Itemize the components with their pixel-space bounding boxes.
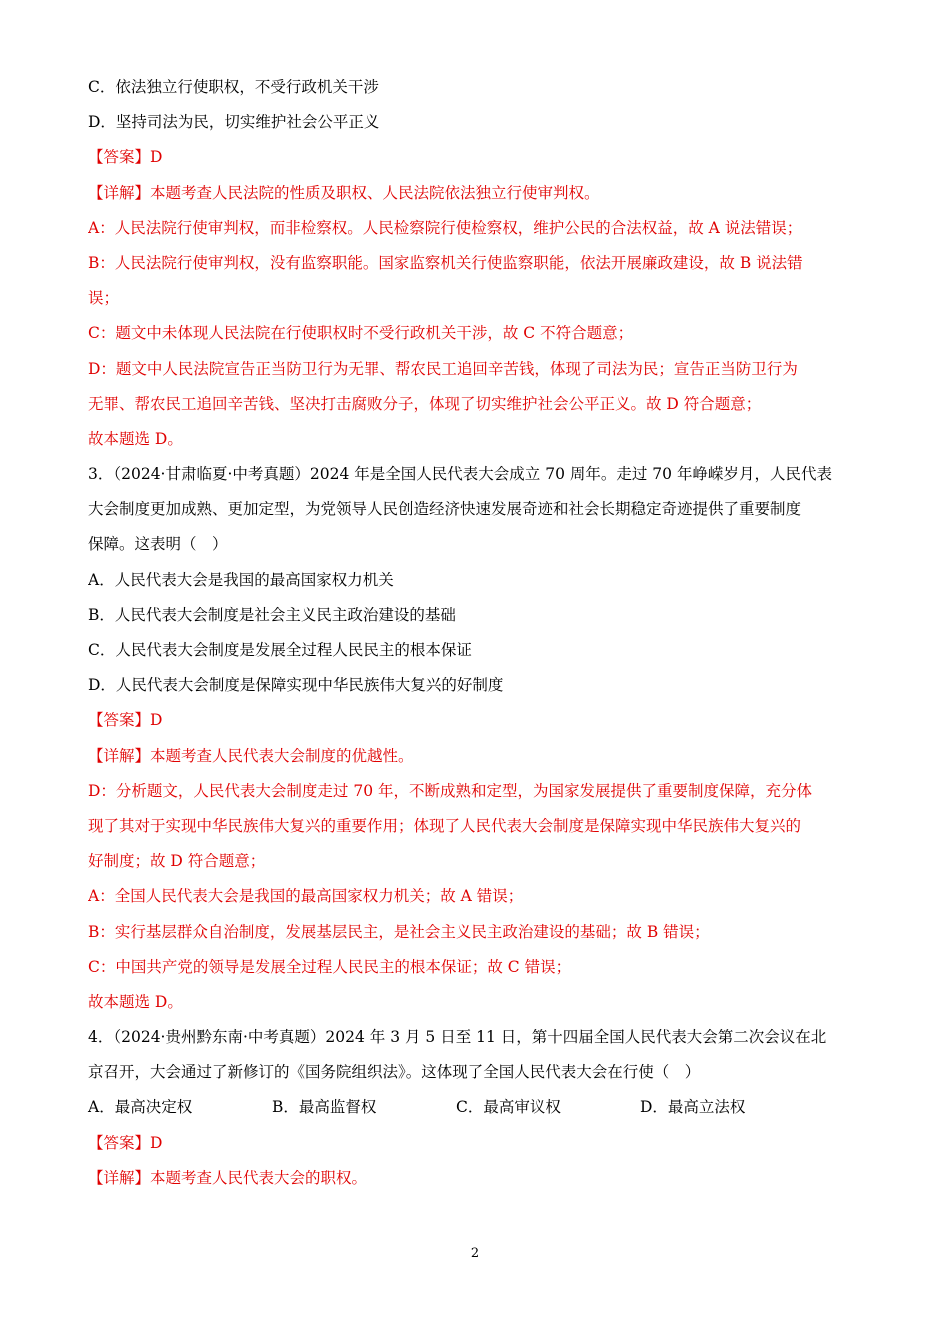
text-line: D：分析题文，人民代表大会制度走过 70 年，不断成熟和定型，为国家发展提供了重要制度保障，充分体 bbox=[88, 781, 813, 800]
text-line: C．人民代表大会制度是发展全过程人民民主的根本保证 bbox=[88, 641, 472, 659]
page-number: 2 bbox=[470, 1246, 480, 1261]
text-line: A．人民代表大会是我国的最高国家权力机关 bbox=[88, 570, 394, 589]
text-line: 【详解】本题考查人民代表大会的职权。 bbox=[88, 1168, 368, 1187]
text-lines bbox=[88, 70, 868, 1090]
text-line: C．依法独立行使职权，不受行政机关干涉 bbox=[88, 78, 379, 96]
tail-lines bbox=[88, 1126, 868, 1196]
text-line: A：全国人民代表大会是我国的最高国家权力机关；故 A 错误； bbox=[88, 887, 524, 906]
text-line: B：实行基层群众自治制度，发展基层民主，是社会主义民主政治建设的基础；故 B 错误； bbox=[88, 922, 710, 941]
text-line: 无罪、帮农民工追回辛苦钱、坚决打击腐败分子，体现了切实维护社会公平正义。故 D 符合题意； bbox=[88, 394, 762, 413]
text-line: 3．（2024·甘肃临夏·中考真题）2024 年是全国人民代表大会成立 70 周年。走过 70 年峥嵘岁月，人民代表 bbox=[88, 465, 832, 484]
text-line: B：人民法院行使审判权，没有监察职能。国家监察机关行使监察职能，依法开展廉政建设，故 B 说法错 bbox=[88, 253, 803, 272]
text-line: 【详解】本题考查人民法院的性质及职权、人民法院依法独立行使审判权。 bbox=[88, 183, 600, 202]
text-line: 京召开，大会通过了新修订的《国务院组织法》。这体现了全国人民代表大会在行使（ ） bbox=[88, 1063, 701, 1082]
text-line: 大会制度更加成熟、更加定型，为党领导人民创造经济快速发展奇迹和社会长期稳定奇迹提供了重要制度 bbox=[88, 500, 802, 519]
option-c: C．最高审议权 bbox=[456, 1098, 561, 1117]
text-line: 现了其对于实现中华民族伟大复兴的重要作用；体现了人民代表大会制度是保障实现中华民族伟大复兴的 bbox=[88, 816, 802, 835]
text-line: 好制度；故 D 符合题意； bbox=[88, 852, 266, 871]
q4-options bbox=[88, 1090, 868, 1125]
text-line: D：题文中人民法院宣告正当防卫行为无罪、帮农民工追回辛苦钱，体现了司法为民；宣告正当防卫行为 bbox=[88, 359, 798, 378]
option-b: B．最高监督权 bbox=[272, 1098, 377, 1117]
page-content bbox=[88, 70, 868, 1196]
text-line: B．人民代表大会制度是社会主义民主政治建设的基础 bbox=[88, 605, 456, 624]
option-d: D．最高立法权 bbox=[640, 1098, 746, 1117]
text-line: 【答案】D bbox=[88, 148, 163, 167]
text-line: 保障。这表明（ ） bbox=[88, 535, 228, 554]
text-line: 故本题选 D。 bbox=[88, 429, 183, 448]
text-line: C：中国共产党的领导是发展全过程人民民主的根本保证；故 C 错误； bbox=[88, 957, 572, 976]
text-line: 故本题选 D。 bbox=[88, 992, 183, 1011]
text-line: A：人民法院行使审判权，而非检察权。人民检察院行使检察权，维护公民的合法权益，故 A 说法错误； bbox=[88, 218, 803, 237]
text-line: 【详解】本题考查人民代表大会制度的优越性。 bbox=[88, 746, 414, 765]
text-line: D．坚持司法为民，切实维护社会公平正义 bbox=[88, 113, 380, 132]
text-line: 误； bbox=[88, 289, 120, 308]
option-a: A．最高决定权 bbox=[88, 1098, 193, 1117]
text-line: 【答案】D bbox=[88, 711, 163, 730]
text-line: 4．（2024·贵州黔东南·中考真题）2024 年 3 月 5 日至 11 日，第十四届全国人民代表大会第二次会议在北 bbox=[88, 1028, 827, 1047]
text-line: 【答案】D bbox=[88, 1133, 163, 1152]
text-line: D．人民代表大会制度是保障实现中华民族伟大复兴的好制度 bbox=[88, 676, 504, 695]
text-line: C：题文中未体现人民法院在行使职权时不受行政机关干涉，故 C 不符合题意； bbox=[88, 324, 634, 343]
